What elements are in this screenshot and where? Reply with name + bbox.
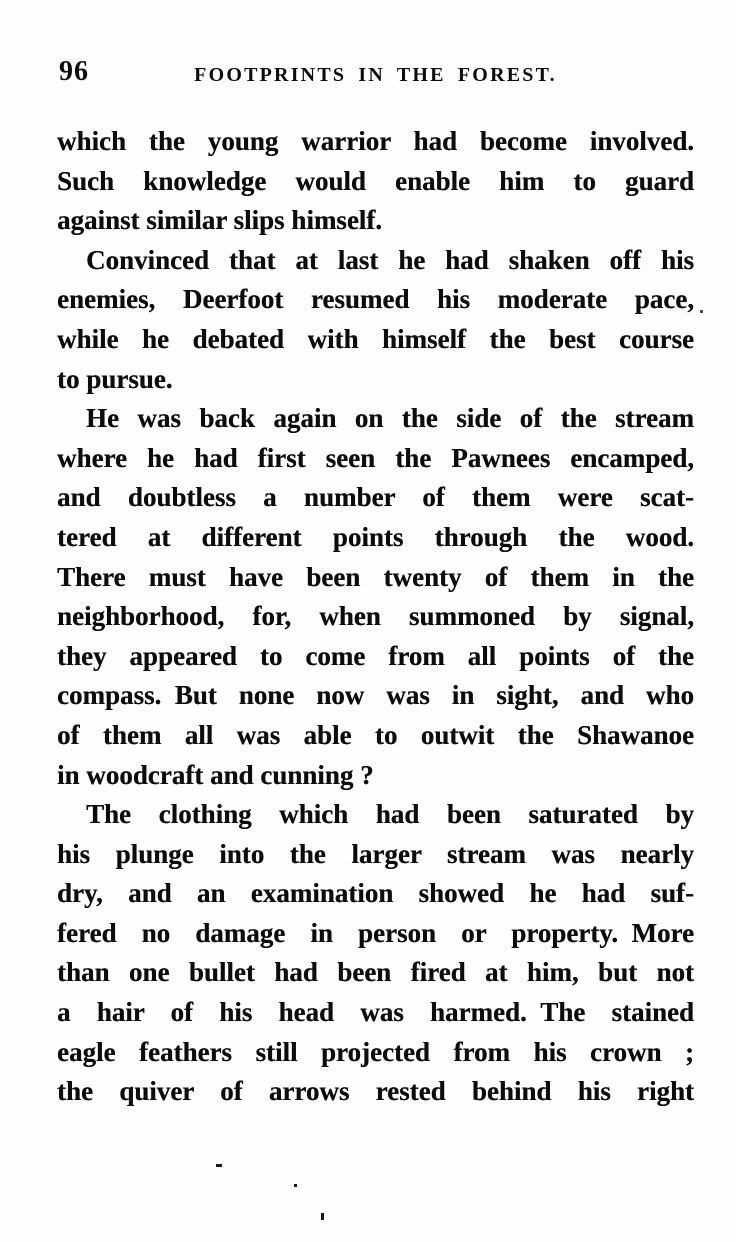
text-line: they appeared to come from all points of the	[57, 640, 694, 671]
text-line: to pursue.	[57, 363, 173, 394]
scan-speck	[321, 1213, 324, 1220]
text-line: neighborhood, for, when summoned by signal,	[57, 601, 694, 632]
text-line: Such knowledge would enable him to guard	[57, 165, 694, 196]
text-line: eagle feathers still projected from his crown ;	[57, 1036, 694, 1067]
page-header	[57, 57, 694, 91]
text-line: dry, and an examination showed he had suf-	[57, 878, 694, 909]
text-line: than one bullet had been fired at him, but not	[57, 957, 694, 988]
text-line: There must have been twenty of them in the	[57, 561, 694, 592]
page-number: 96	[59, 56, 89, 87]
text-line: enemies, Deerfoot resumed his moderate pace,	[57, 284, 694, 315]
text-line: a hair of his head was harmed. The stained	[57, 997, 694, 1028]
text-line: against similar slips himself.	[57, 205, 383, 236]
text-line: which the young warrior had become involved.	[57, 126, 694, 156]
text-line: the quiver of arrows rested behind his right	[57, 1076, 694, 1107]
text-line: his plunge into the larger stream was nearly	[57, 838, 694, 869]
scan-speck	[216, 1164, 222, 1167]
text-line: while he debated with himself the best course	[57, 323, 694, 354]
running-title: FOOTPRINTS IN THE FOREST.	[194, 64, 557, 86]
text-line: of them all was able to outwit the Shawanoe	[57, 719, 694, 750]
text-line: in woodcraft and cunning ?	[57, 759, 374, 790]
text-line: The clothing which had been saturated by	[86, 799, 694, 830]
text-line: compass. But none now was in sight, and who	[57, 680, 694, 711]
text-line: where he had first seen the Pawnees encamped,	[57, 442, 694, 473]
scan-speck	[294, 1184, 297, 1187]
text-line: Convinced that at last he had shaken off his	[86, 244, 694, 275]
text-line: tered at different points through the wood.	[57, 521, 694, 552]
text-line: and doubtless a number of them were scat-	[57, 482, 694, 513]
scan-speck	[700, 310, 703, 313]
page-body	[57, 122, 694, 1112]
text-line: fered no damage in person or property. More	[57, 917, 694, 948]
text-line: He was back again on the side of the stream	[86, 403, 694, 434]
